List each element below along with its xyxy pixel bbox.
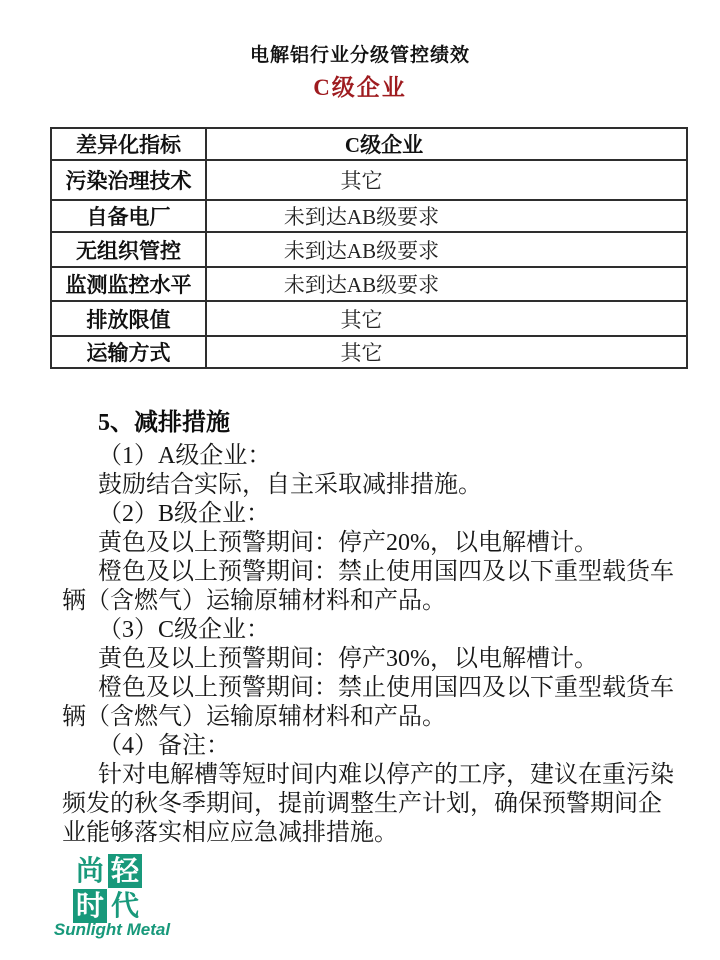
indicator-cell: 自备电厂 [51, 200, 206, 232]
value-cell: 其它 [206, 160, 687, 200]
logo-char-top-right: 轻 [108, 854, 142, 888]
page-title: 电解铝行业分级管控绩效 [249, 45, 470, 66]
body-text-section [62, 409, 675, 848]
logo-char-top-left: 尚 [75, 855, 104, 886]
paragraph: （2）B级企业： [98, 501, 271, 527]
table-header-row [51, 128, 687, 160]
paragraph: 鼓励结合实际，自主采取减排措施。 [98, 472, 482, 498]
value-cell: 其它 [206, 336, 687, 368]
header-value-cell: C级企业 [206, 128, 687, 160]
table-row [51, 200, 687, 232]
table-row [51, 232, 687, 267]
header-indicator-cell: 差异化指标 [51, 128, 206, 160]
logo-glyph-grid [73, 854, 142, 923]
indicator-cell: 监测监控水平 [51, 267, 206, 301]
value-cell: 未到达AB级要求 [206, 267, 687, 301]
section-heading: 5、减排措施 [98, 410, 230, 436]
paragraph: 橙色及以上预警期间：禁止使用国四及以下重型载货车辆（含燃气）运输原辅材料和产品。 [62, 559, 674, 614]
paragraph: 黄色及以上预警期间：停产30%，以电解槽计。 [98, 646, 598, 672]
paragraph: 针对电解槽等短时间内难以停产的工序，建议在重污染频发的秋冬季期间，提前调整生产计划，确保预警期间企业能够落实相应应急减排措施。 [62, 762, 674, 846]
company-logo [53, 854, 171, 939]
brand-text: Sunlight Metal [53, 920, 171, 939]
indicator-cell: 运输方式 [51, 336, 206, 368]
value-cell: 其它 [206, 301, 687, 336]
table-row [51, 160, 687, 200]
paragraph: （1）A级企业： [98, 443, 272, 469]
logo-char-bottom-right: 代 [110, 890, 139, 921]
paragraph: 橙色及以上预警期间：禁止使用国四及以下重型载货车辆（含燃气）运输原辅材料和产品。 [62, 675, 674, 730]
value-cell: 未到达AB级要求 [206, 232, 687, 267]
page-subtitle: C级企业 [313, 75, 407, 100]
indicator-cell: 无组织管控 [51, 232, 206, 267]
paragraph: （4）备注： [98, 733, 230, 759]
indicator-cell: 污染治理技术 [51, 160, 206, 200]
table-row [51, 301, 687, 336]
logo-char-bottom-left: 时 [73, 889, 107, 923]
indicator-cell: 排放限值 [51, 301, 206, 336]
value-cell: 未到达AB级要求 [206, 200, 687, 232]
paragraph: （3）C级企业： [98, 617, 271, 643]
table-row [51, 267, 687, 301]
paragraph: 黄色及以上预警期间：停产20%，以电解槽计。 [98, 530, 598, 556]
table-row [51, 336, 687, 368]
indicators-table [50, 127, 688, 369]
